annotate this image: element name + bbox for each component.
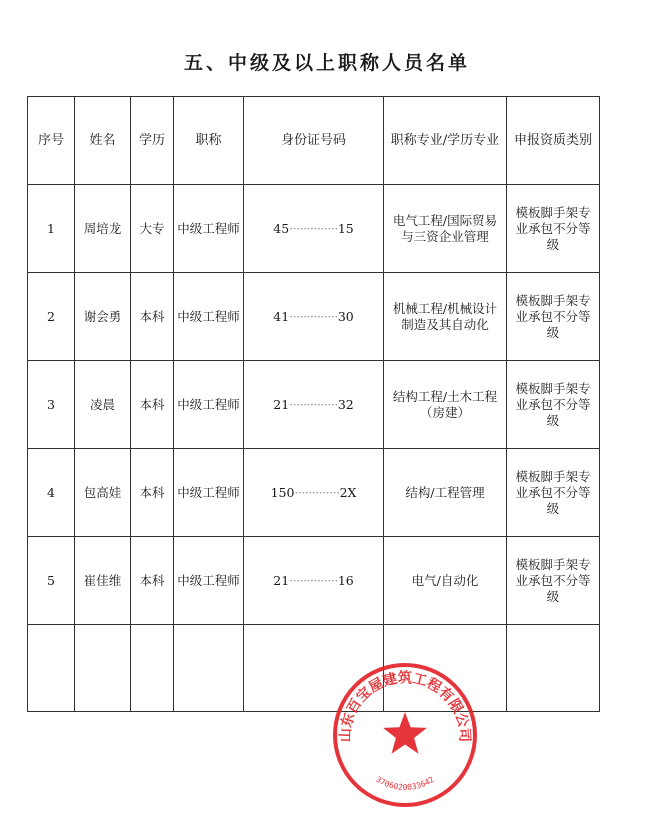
cell-id-number [244, 185, 384, 273]
id-suffix: 15 [337, 220, 354, 236]
cell-education: 本科 [131, 273, 174, 361]
cell-major: 结构工程/土木工程（房建） [384, 361, 507, 449]
cell-title: 中级工程师 [174, 537, 244, 625]
cell-title: 中级工程师 [174, 273, 244, 361]
cell-name: 周培龙 [75, 185, 131, 273]
cell-qualification: 模板脚手架专业承包不分等级 [507, 273, 600, 361]
id-suffix: 30 [337, 308, 354, 324]
table-header-row [28, 97, 600, 185]
id-prefix: 45 [273, 220, 290, 236]
id-redaction: ·············· [289, 572, 338, 588]
cell-education: 本科 [131, 361, 174, 449]
cell-title: 中级工程师 [174, 449, 244, 537]
cell-index: 3 [28, 361, 75, 449]
table-row [28, 273, 600, 361]
cell-major: 机械工程/机械设计制造及其自动化 [384, 273, 507, 361]
id-prefix: 150 [270, 484, 295, 500]
page-title: 五、中级及以上职称人员名单 [183, 52, 470, 74]
id-suffix: 32 [337, 396, 354, 412]
id-prefix: 41 [273, 308, 290, 324]
cell-name: 凌晨 [75, 361, 131, 449]
cell-education: 本科 [131, 449, 174, 537]
cell-id-number [244, 361, 384, 449]
cell-id-number [244, 273, 384, 361]
id-suffix: 16 [337, 572, 354, 588]
empty-cell [75, 625, 131, 712]
cell-education: 本科 [131, 537, 174, 625]
cell-index: 1 [28, 185, 75, 273]
table-row [28, 185, 600, 273]
cell-major: 结构/工程管理 [384, 449, 507, 537]
table-row [28, 361, 600, 449]
cell-id-number [244, 537, 384, 625]
id-suffix: 2X [339, 484, 357, 500]
empty-cell [131, 625, 174, 712]
header-major: 职称专业/学历专业 [384, 97, 507, 185]
header-index: 序号 [28, 97, 75, 185]
table-row [28, 537, 600, 625]
cell-major: 电气工程/国际贸易与三资企业管理 [384, 185, 507, 273]
empty-cell [174, 625, 244, 712]
header-name: 姓名 [75, 97, 131, 185]
cell-qualification: 模板脚手架专业承包不分等级 [507, 361, 600, 449]
cell-id-number [244, 449, 384, 537]
id-prefix: 21 [273, 572, 290, 588]
cell-title: 中级工程师 [174, 185, 244, 273]
seal-company-name-path: 山东百宝屋建筑工程有限公司 [337, 670, 473, 743]
header-qualification: 申报资质类别 [507, 97, 600, 185]
cell-index: 4 [28, 449, 75, 537]
seal-number-path: 3706020033642 [374, 774, 436, 792]
id-redaction: ·············· [289, 396, 338, 412]
company-seal [330, 660, 480, 810]
cell-index: 5 [28, 537, 75, 625]
header-id-number: 身份证号码 [244, 97, 384, 185]
id-redaction: ·············· [289, 220, 338, 236]
cell-qualification: 模板脚手架专业承包不分等级 [507, 449, 600, 537]
header-education: 学历 [131, 97, 174, 185]
cell-name: 包高娃 [75, 449, 131, 537]
empty-row [28, 625, 600, 712]
cell-major: 电气/自动化 [384, 537, 507, 625]
cell-education: 大专 [131, 185, 174, 273]
empty-cell [28, 625, 75, 712]
empty-cell [507, 625, 600, 712]
table-row [28, 449, 600, 537]
header-title: 职称 [174, 97, 244, 185]
cell-name: 崔佳维 [75, 537, 131, 625]
personnel-table [27, 96, 600, 712]
id-redaction: ············· [294, 484, 340, 500]
cell-qualification: 模板脚手架专业承包不分等级 [507, 537, 600, 625]
cell-name: 谢会勇 [75, 273, 131, 361]
id-prefix: 21 [273, 396, 290, 412]
cell-qualification: 模板脚手架专业承包不分等级 [507, 185, 600, 273]
seal-number [374, 775, 435, 792]
cell-index: 2 [28, 273, 75, 361]
cell-title: 中级工程师 [174, 361, 244, 449]
seal-star-icon [383, 712, 427, 754]
id-redaction: ·············· [289, 308, 338, 324]
